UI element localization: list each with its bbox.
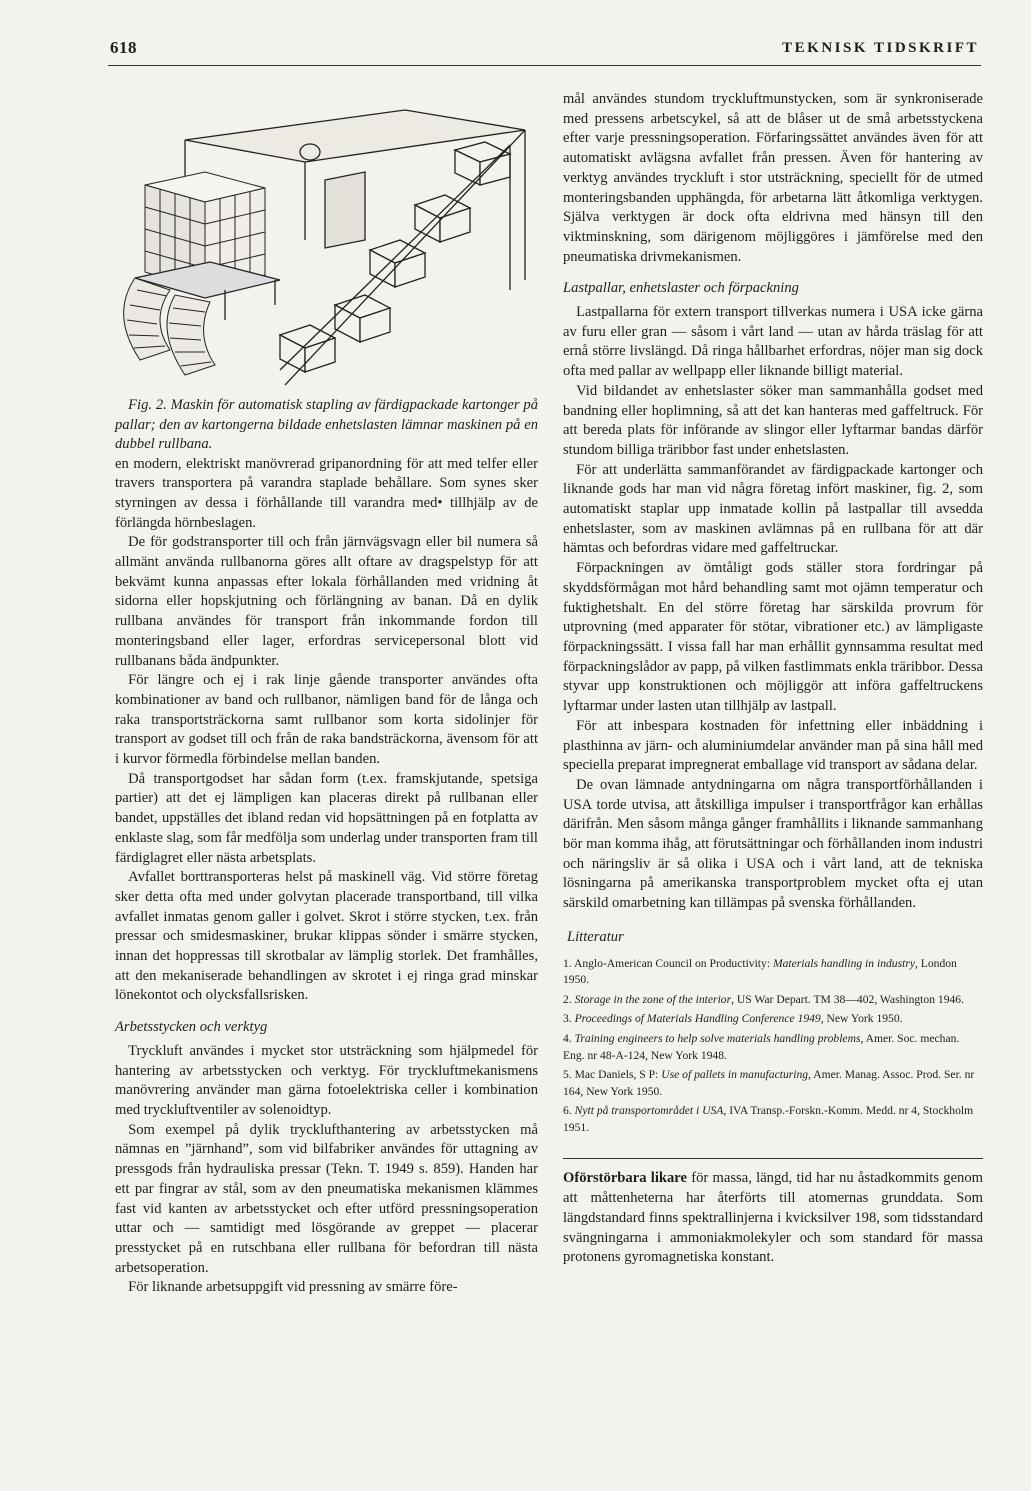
reference-item: 6. Nytt på transportområdet i USA, IVA Transp.-Forskn.-Komm. Medd. nr 4, Stockholm 1951. bbox=[563, 1104, 974, 1134]
reference-item: 5. Mac Daniels, S P: Use of pallets in manufacturing, Amer. Manag. Assoc. Prod. Ser. nr 164, New York 1950. bbox=[563, 1068, 975, 1098]
right-intro-paragraph: mål användes stundom tryckluftmunstycken, som är synkroniserade med pressens arbetscykel, så att de blåser ut de små arbetsstyckena efter varje pressningsoperation. Förfaringssättet användes även för att automatiskt avlägsna avfallet från pressen. Även för hantering av verktyg användes tryckluft i stor utsträckning, speciellt för de utmed monteringsbanden upphängda, för arbetarna lätt åtkomliga verktygen. Själva verktygen är dock ofta eldrivna med hänsyn till den viktminskning, som därigenom möjliggöres i jämförelse med den pneumatiska drivmekanismen. bbox=[563, 91, 983, 265]
stacking-machine-illustration bbox=[115, 90, 538, 390]
left-paragraph: De för godstransporter till och från järnvägsvagn eller bil numera så allmänt använda rullbanorna göres allt oftare av dragspelstyp för att bekvämt kunna anpassas efter lokala förhållanden med vridning åt sidorna eller hopskjutning och förlängning av banan. Då en dylik rullbana användes för transport från inkommande fordon till monteringsband eller lager, erfordras servicepersonal blott vid rullbanans båda ändpunkter. bbox=[115, 534, 538, 669]
left-paragraph: Tryckluft användes i mycket stor utsträckning som hjälpmedel för hantering av arbetsstycken och verktyg. För tryckluftmekanismens manövrering använder man gärna fotoelektriska celler i kombination med tryckluftventiler av solenoidtyp. bbox=[115, 1042, 538, 1118]
reference-item: 4. Training engineers to help solve materials handling problems, Amer. Soc. mechan. Eng. nr 48-A-124, New York 1948. bbox=[563, 1031, 960, 1062]
left-column bbox=[115, 90, 538, 1298]
reference-item: 1. Anglo-American Council on Productivity: Materials handling in industry, London 1950. bbox=[563, 956, 957, 987]
literature-heading: Litteratur bbox=[567, 928, 624, 945]
left-paragraph: en modern, elektriskt manövrerad gripanordning för att med telfer eller travers transportera på varandra staplade behållare. Som synes sker styrningen av dessa i förhållande till varandra med• tillhjälp av de förlängda hörnbeslagen. bbox=[115, 455, 538, 531]
right-paragraph: För att inbespara kostnaden för infettning eller inbäddning i plasthinna av järn- och aluminiumdelar använder man på sina håll med speciella preparat impregnerat emballage vid transport av sådana delar. bbox=[563, 717, 983, 774]
news-text: för massa, längd, tid har nu åstadkommits genom att måttenheterna har återförts till atomernas grunddata. Som längdstandard finns spektrallinjerna i kvicksilver 198, som tidsstandard svängningarna i ammoniakmolekyler och som standard för massa protonens gyromagnetiska konstant. bbox=[563, 1170, 983, 1266]
right-paragraph: Lastpallarna för extern transport tillverkas numera i USA icke gärna av furu eller gran — såsom i vårt land — utan av hårda träslag för att ernå större livslängd. Då ringa hållbarhet erfordras, nöjer man sig dock ofta med pallar av wellpapp eller liknande billigt material. bbox=[563, 304, 983, 380]
reference-item: 2. Storage in the zone of the interior, US War Depart. TM 38—402, Washington 1946. bbox=[563, 992, 964, 1006]
right-paragraph: Vid bildandet av enhetslaster söker man sammanhålla godset med bandning eller hoplimning, så att det kan hanteras med gaffeltruck. För att bereda plats för införande av slingor eller lyftarmar bandas därför stundom billiga träribbor fast under enhetslasten. bbox=[563, 382, 983, 458]
reference-item: 3. Proceedings of Materials Handling Conference 1949, New York 1950. bbox=[563, 1012, 903, 1026]
news-item bbox=[563, 1169, 983, 1268]
left-paragraph: För längre och ej i rak linje gående transporter användes ofta kombinationer av band och rullbanor, nämligen band för de långa och raka transportsträckorna samt rullbanor som korta sidolinjer för transport av godset till och från de raka bandsträckorna, ävensom för att i kurvor förmedla förbindelse mellan banden. bbox=[115, 672, 538, 768]
news-lead: Oförstörbara likare bbox=[563, 1170, 687, 1187]
page-number: 618 bbox=[110, 38, 137, 57]
section-heading-arbetsstycken: Arbetsstycken och verktyg bbox=[115, 1019, 268, 1036]
journal-title: TEKNISK TIDSKRIFT bbox=[782, 40, 979, 56]
figure-2 bbox=[115, 90, 538, 390]
right-paragraph: Förpackningen av ömtåligt gods ställer stora fordringar på skyddsförmågan mot hård behandling samt mot ojämn temperatur och fuktighetshalt. En del större företag har särskilda provrum för utprovning (med apparater för stötar, vibrationer etc.) av lämpligaste förpackningssätt. I vissa fall har man erhållit gynnsamma resultat med förpackningslådor av papp, på vilken fastlimmats enkla träribbor. Dessa styvar upp konstruktionen och möjliggör att införa gaffeltruckens lyftarmar under lasten utan tillhjälp av lastpall. bbox=[563, 560, 983, 715]
right-paragraph: De ovan lämnade antydningarna om några transportförhållanden i USA torde utvisa, att åtskilliga impulser i transportfrågor kan erhållas därifrån. Men såsom många gånger framhållits i liknande sammanhang bör man komma ihåg, att förutsättningar och förhållanden inom industri och näringsliv är så olika i USA och i vårt land, att de tekniska lösningarna på amerikanska transportproblem mycket ofta ej utan särskild omarbetning kan tillämpas på svenska förhållanden. bbox=[563, 776, 983, 912]
left-paragraph: För liknande arbetsuppgift vid pressning av smärre före- bbox=[128, 1279, 458, 1296]
left-paragraph: Som exempel på dylik trycklufthantering av arbetsstycken må nämnas en ”järnhand”, som vid bilfabriker användes för uttagning av pressgods från hydrauliska pressar (Tekn. T. 1949 s. 859). Handen har ett par fingrar av stål, som av den pneumatiska mekanismen klämmes fast vid kanten av arbetsstycket och efter utförd pressningsoperation uttar och — samtidigt med lösgörande av greppet — placerar presstycket på en rutschbana eller rullbana för befordran till nästa arbetsoperation. bbox=[115, 1121, 538, 1276]
figure-caption: Fig. 2. Maskin för automatisk stapling av färdigpackade kartonger på pallar; den av kartongerna bildade enhetslasten lämnar maskinen på en dubbel rullbana. bbox=[115, 397, 538, 452]
news-divider bbox=[563, 1158, 983, 1159]
right-paragraph: För att underlätta sammanförandet av färdigpackade kartonger och liknande gods har man vid några företag infört maskiner, fig. 2, som automatiskt staplar upp inmatade kollin på lastpallar till avsedda enhetslaster, som av maskinen avlämnas på en rullbana för att där hämtas och befordras vidare med gaffeltruckar. bbox=[563, 461, 983, 557]
section-heading-lastpallar: Lastpallar, enhetslaster och förpackning bbox=[563, 280, 799, 297]
left-paragraph: Avfallet borttransporteras helst på maskinell väg. Vid större företag sker detta ofta med under golvytan placerade transportband, till vilka avfallet inmatas genom galler i golvet. Skrot i större stycken, t.ex. från pressar och smidesmaskiner, brukar klippas sönder i smärre stycken, innan det hoppressas till skrotbalar av lämplig storlek. Det framhålles, att den mekaniserade behandlingen av skrotet i ej ringa grad minskar lönekontot och olycksfallsrisken. bbox=[115, 869, 538, 1004]
reference-list bbox=[563, 956, 983, 1137]
right-column bbox=[563, 90, 983, 1268]
header-rule bbox=[108, 65, 981, 66]
left-paragraph: Då transportgodset har sådan form (t.ex. framskjutande, spetsiga partier) att det ej lämpligen kan placeras direkt på rullbanan eller bandet, uppställes det ibland redan vid hopsättningen på en fotplatta av enklaste slag, som får medfölja som underlag under transporten fram till färdiglagret eller nästa arbetsplats. bbox=[115, 770, 538, 866]
